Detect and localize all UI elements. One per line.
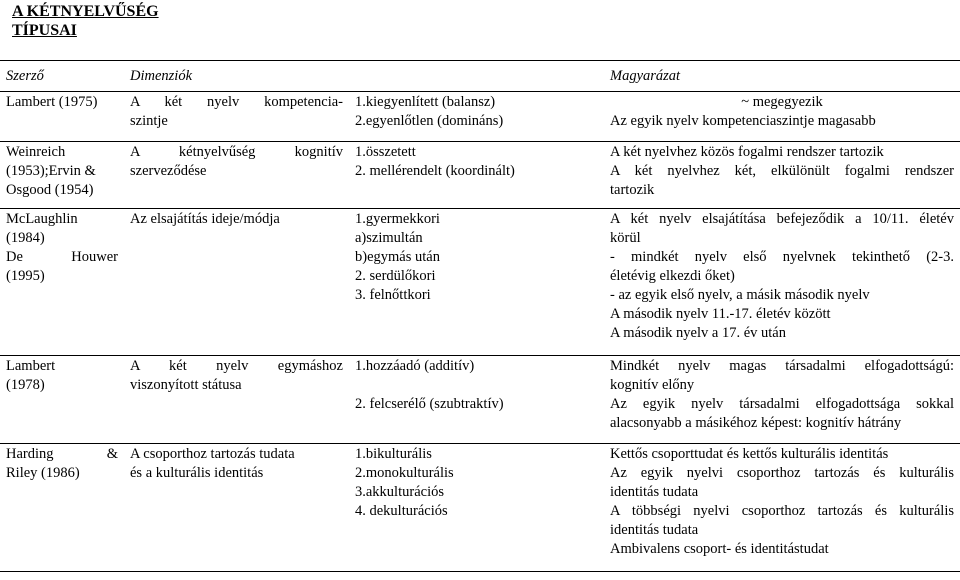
explanation-line: A második nyelv 11.-17. életév között (610, 306, 831, 322)
page-title (12, 2, 159, 40)
dimension-line: A két nyelv kompetencia- (130, 94, 343, 110)
author-line: Lambert (1975) (6, 94, 98, 110)
types-spacer (355, 376, 598, 395)
explanation-line: Az egyik nyelv társadalmi elfogadottsága sokkal (610, 396, 954, 412)
author-line: Weinreich (6, 144, 66, 160)
header-dimension: Dimenziók (124, 61, 349, 92)
explanation-line: alacsonyabb a másikéhoz képest: kognitív hátrány (610, 415, 902, 431)
author-line: Lambert (6, 358, 56, 374)
types-cell (349, 444, 604, 572)
table-row (0, 142, 960, 209)
author-line: (1984) (6, 230, 45, 246)
header-types (349, 61, 604, 92)
explanation-line: A második nyelv a 17. év után (610, 325, 786, 341)
author-cell (0, 356, 124, 444)
dimension-line: és a kulturális identitás (130, 465, 264, 481)
types-line: 2. felcserélő (szubtraktív) (355, 396, 504, 412)
types-line: 3.akkulturációs (355, 484, 444, 500)
types-cell (349, 356, 604, 444)
types-line: 1.bikulturális (355, 446, 432, 462)
types-line: 2. serdülőkori (355, 268, 436, 284)
author-line: De Houwer (6, 249, 118, 265)
header-author: Szerző (0, 61, 124, 92)
dimension-cell (124, 209, 349, 356)
explanation-line: életévig elkezdi őket) (610, 268, 735, 284)
explanation-cell (604, 356, 960, 444)
explanation-line: Az egyik nyelvi csoporthoz tartozás és kulturális (610, 465, 954, 481)
explanation-line: A két nyelvhez két, elkülönült fogalmi rendszer (610, 163, 954, 179)
dimension-cell (124, 356, 349, 444)
explanation-line: kognitív előny (610, 377, 695, 393)
header-explanation: Magyarázat (604, 61, 960, 92)
types-cell (349, 92, 604, 142)
types-line: 1.kiegyenlített (balansz) (355, 94, 496, 110)
author-line: McLaughlin (6, 211, 78, 227)
dimension-cell (124, 444, 349, 572)
types-line: 1.gyermekkori (355, 211, 440, 227)
title-line-1: A KÉTNYELVŰSÉG (12, 3, 159, 20)
explanation-line: körül (610, 230, 641, 246)
types-cell (349, 209, 604, 356)
author-cell (0, 444, 124, 572)
explanation-cell (604, 444, 960, 572)
explanation-line: A két nyelv elsajátítása befejeződik a 10/11. életév (610, 211, 954, 227)
table-row (0, 444, 960, 572)
author-line: Osgood (1954) (6, 182, 94, 198)
author-cell (0, 209, 124, 356)
types-line: 1.hozzáadó (additív) (355, 358, 475, 374)
dimension-line: A kétnyelvűség kognitív (130, 144, 343, 160)
types-line: 2.egyenlőtlen (domináns) (355, 113, 504, 129)
dimension-line: szintje (130, 113, 168, 129)
explanation-line: Mindkét nyelv magas társadalmi elfogadottságú: (610, 358, 954, 374)
table-row (0, 209, 960, 356)
explanation-line: Az egyik nyelv kompetenciaszintje magasabb (610, 113, 876, 129)
explanation-line: Kettős csoporttudat és kettős kulturális identitás (610, 446, 889, 462)
dimension-line: A két nyelv egymáshoz (130, 358, 343, 374)
types-line: 3. felnőttkori (355, 287, 431, 303)
explanation-line: - az egyik első nyelv, a másik második nyelv (610, 287, 870, 303)
explanation-cell (604, 142, 960, 209)
explanation-line: tartozik (610, 182, 655, 198)
types-line: b)egymás után (355, 249, 440, 265)
explanation-line: ~ megegyezik (741, 94, 823, 110)
dimension-line: viszonyított státusa (130, 377, 242, 393)
types-line: 2. mellérendelt (koordinált) (355, 163, 515, 179)
explanation-line: - mindkét nyelv első nyelvnek tekinthető (2-3. (610, 249, 954, 265)
dimension-line: szerveződése (130, 163, 207, 179)
title-line-2: TÍPUSAI (12, 22, 77, 39)
author-cell (0, 142, 124, 209)
explanation-line: Ambivalens csoport- és identitástudat (610, 541, 829, 557)
types-line: 1.összetett (355, 144, 416, 160)
header-row (0, 61, 960, 92)
table-row (0, 92, 960, 142)
bilingualism-types-table (0, 60, 960, 572)
explanation-line: A két nyelvhez közös fogalmi rendszer tartozik (610, 144, 884, 160)
types-line: 4. dekulturációs (355, 503, 448, 519)
explanation-cell (604, 92, 960, 142)
author-line: Riley (1986) (6, 465, 80, 481)
types-line: 2.monokulturális (355, 465, 454, 481)
dimension-cell (124, 142, 349, 209)
author-line: Harding & (6, 446, 118, 462)
types-cell (349, 142, 604, 209)
explanation-line: identitás tudata (610, 484, 699, 500)
explanation-line: A többségi nyelvi csoporthoz tartozás és kulturális (610, 503, 954, 519)
table-row (0, 356, 960, 444)
author-line: (1995) (6, 268, 45, 284)
author-line: (1953);Ervin & (6, 163, 96, 179)
explanation-line: identitás tudata (610, 522, 699, 538)
author-line: (1978) (6, 377, 45, 393)
dimension-line: A csoporthoz tartozás tudata (130, 446, 295, 462)
explanation-cell (604, 209, 960, 356)
author-cell (0, 92, 124, 142)
dimension-cell (124, 92, 349, 142)
dimension-line: Az elsajátítás ideje/módja (130, 211, 280, 227)
types-line: a)szimultán (355, 230, 423, 246)
